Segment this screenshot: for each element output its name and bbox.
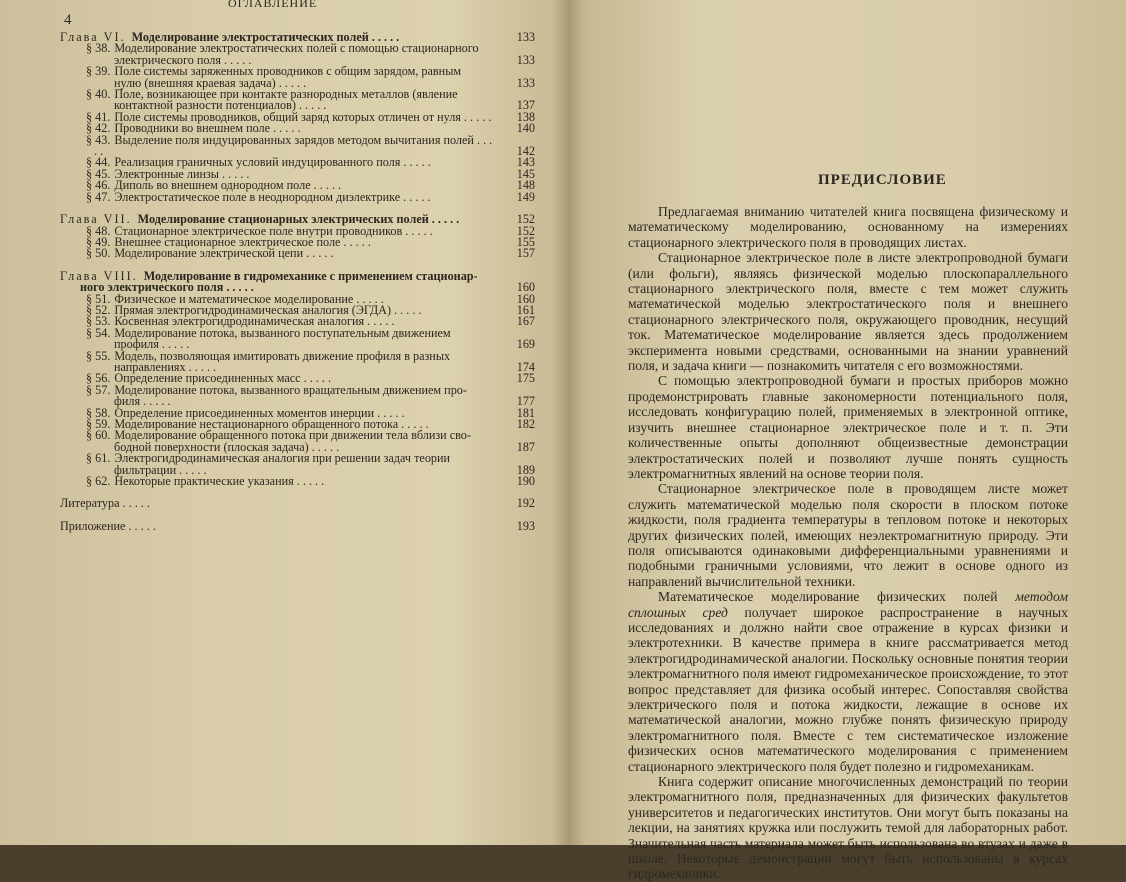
toc-title: Поле, возникающее при контакте разнородных металлов (явление [114, 87, 458, 102]
toc-page-number: 133 [516, 30, 535, 44]
toc-title-continuation: нулю (внешняя краевая задача) . . . . . [114, 75, 307, 90]
toc-section-number: § 60. [86, 428, 111, 443]
toc-entry [60, 66, 535, 89]
preface-paragraph [628, 250, 1068, 373]
toc-section-number: § 45. [86, 166, 111, 181]
preface-paragraph [628, 204, 1068, 250]
toc-page-number: 133 [516, 52, 535, 67]
toc-chapter [60, 268, 535, 295]
toc-title-continuation: контактной разности потенциалов) . . . . . [114, 98, 327, 113]
toc-title: Литература . . . . . [60, 496, 150, 511]
toc-title: Моделирование электростатических полей с помощью стационарного [114, 41, 479, 56]
preface-text-run: Предлагаемая вниманию читателей книга посвящена физическому и математическому моделированию, основанному на измерениях стационарного электрического поля в проводящих листах. [628, 204, 1068, 250]
preface-text-run: Стационарное электрическое поле в листе электропроводной бумаги (или фольги), являясь физической моделью плоскопараллельного стационарного электрического поля, вместе с тем может служить математической моделью электростатического поля и внешнего стационарного электрического поля, окружающего проводник, несущий ток. Математическое моделирование является здесь продолжением эксперимента новыми средствами, основанными на знании уравнений поля, и задача книги — познакомить читателя с его возможностями. [628, 250, 1068, 374]
toc-page-number: 160 [516, 291, 535, 306]
toc-section-number: § 39. [86, 64, 111, 79]
preface-text-run: получает широкое распространение в научных исследованиях и должно найти свое отражение в курсах физики и электротехники. В качестве примера в книге рассматривается метод электрогидродинамической аналогии. Поскольку основные понятия теории электромагнитного поля имеют гидромеханическое происхождение, то этот вопрос представляет для физика особый интерес. Сопоставляя свойства электрического поля и потока жидкости, лежащие в основе их математической аналогии, можно глубже понять физическую природу электромагнитного поля. Вместе с тем систематическое изложение физических основ математического моделирования с применением стационарного электрического поля будет полезно и гидромеханикам. [628, 604, 1068, 774]
toc-section-number: § 41. [86, 109, 111, 124]
preface-text [628, 204, 1068, 882]
toc-title: Стационарное электрическое поле внутри проводников . . . . . [114, 223, 433, 238]
toc-page-number: 175 [516, 371, 535, 386]
toc-title-continuation: филя . . . . . [114, 394, 171, 409]
toc-title: Моделирование в гидромеханике с применением стационар- [143, 268, 478, 283]
preface-text-run: С помощью электропроводной бумаги и простых приборов можно продемонстрировать главные закономерности потенциального поля, исследовать конфигурацию полей, применяемых в электронной оптике, изучить внешнее стационарное электрическое поле и т. п. Эти количественные опыты дополняют общеизвестные демонстрации электростатических полей и позволяют лучше понять сущность электромагнитных явлений на основе теории поля. [628, 373, 1068, 481]
toc-section-number: § 49. [86, 234, 111, 249]
toc-page-number: 157 [516, 246, 535, 261]
toc-title-continuation: фильтрации . . . . . [114, 462, 207, 477]
toc-page-number: 161 [516, 302, 535, 317]
running-head: ОГЛАВЛЕНИЕ [228, 0, 318, 10]
toc-page-number: 169 [516, 337, 535, 352]
toc-title: Проводники во внешнем поле . . . . . [114, 121, 301, 136]
toc-page-number: 192 [516, 496, 535, 511]
toc-page-number: 140 [516, 121, 535, 136]
toc-section-number: § 55. [86, 348, 111, 363]
toc-page-number: 145 [516, 166, 535, 181]
toc-page-number: 149 [516, 189, 535, 204]
toc-page-number: 137 [516, 98, 535, 113]
toc-page-number: 152 [516, 223, 535, 238]
toc-title: Прямая электрогидродинамическая аналогия (ЭГДА) . . . . . [114, 302, 422, 317]
toc-title-continuation: профиля . . . . . [114, 337, 190, 352]
toc-section-number: § 44. [86, 155, 111, 170]
toc-entry [60, 453, 535, 476]
toc-title: Физическое и математическое моделирование . . . . . [114, 291, 384, 306]
toc-section-number: § 51. [86, 291, 111, 306]
toc-section-number: § 42. [86, 121, 111, 136]
toc-section-number: § 58. [86, 405, 111, 420]
toc-page-number: 155 [516, 234, 535, 249]
toc-page-number: 142 [516, 144, 535, 159]
toc-chapter-label: Глава VIII. [60, 268, 138, 283]
preface-emphasis: методом сплошных сред [628, 589, 1068, 620]
toc-entry [60, 43, 535, 66]
toc-entry [60, 325, 535, 352]
toc-page-number: 148 [516, 178, 535, 193]
toc-title: Поле системы заряженных проводников с общим зарядом, равным [114, 64, 462, 79]
toc-title-continuation: направлениях . . . . . [114, 359, 217, 374]
toc-page-number: 190 [516, 474, 535, 489]
preface-title: ПРЕДИСЛОВИЕ [818, 172, 947, 188]
toc-title: Некоторые практические указания . . . . . [114, 474, 325, 489]
toc-section-number: § 52. [86, 302, 111, 317]
toc-entry [60, 518, 535, 533]
toc-page-number: 152 [516, 212, 535, 227]
toc-title: Моделирование нестационарного обращенного потока . . . . . [114, 417, 429, 431]
toc-title: Моделирование электростатических полей . . . . . [131, 30, 400, 44]
toc-title: Моделирование обращенного потока при движении тела вблизи сво- [114, 428, 471, 443]
toc-title: Электростатическое поле в неоднородном диэлектрике . . . . . [114, 189, 431, 204]
toc-section-number: § 48. [86, 223, 111, 238]
toc-entry [60, 348, 535, 374]
toc-page-number: 160 [516, 280, 535, 295]
preface-text-run: Книга содержит описание многочисленных демонстраций по теории электромагнитного поля, предназначенных для физических факультетов университетов и педагогических институтов. Они могут быть показаны на лекции, на занятиях кружка или послужить темой для лабораторных работ. Значительная часть материала может быть использована во втузах и даже в школе. Некоторые демонстрации могут быть использованы в курсах гидромеханики. [628, 774, 1068, 882]
left-page [0, 0, 560, 845]
preface-paragraph [628, 481, 1068, 589]
toc-page-number: 189 [516, 462, 535, 477]
toc-section-number: § 43. [86, 132, 111, 147]
preface-paragraph [628, 373, 1068, 481]
preface-paragraph [628, 589, 1068, 774]
toc-title: Определение присоединенных моментов инерции . . . . . [114, 405, 405, 420]
toc-page-number: 182 [516, 417, 535, 431]
toc-title: Косвенная электрогидродинамическая аналогия . . . . . [114, 314, 395, 329]
toc-section-number: § 38. [86, 41, 111, 56]
toc-section-number: § 57. [86, 382, 111, 397]
toc-title-continuation: электрического поля . . . . . [114, 52, 252, 67]
right-page [572, 0, 1126, 882]
toc-page-number: 177 [516, 394, 535, 409]
table-of-contents [60, 28, 535, 532]
toc-entry [60, 430, 535, 453]
toc-entry [60, 89, 535, 112]
toc-entry [60, 498, 535, 509]
toc-page-number: 167 [516, 314, 535, 329]
page-number: 4 [64, 12, 72, 28]
toc-title: Приложение . . . . . [60, 518, 156, 533]
toc-title: Моделирование потока, вызванного вращательным движением про- [114, 382, 467, 397]
toc-title-continuation: бодной поверхности (плоская задача) . . . . . [114, 439, 340, 454]
toc-title: Модель, позволяющая имитировать движение профиля в разных [114, 348, 451, 363]
toc-title: Электрогидродинамическая аналогия при решении задач теории [114, 451, 451, 466]
toc-section-number: § 53. [86, 314, 111, 329]
toc-chapter-label: Глава VII. [60, 212, 132, 227]
toc-title: Поле системы проводников, общий заряд которых отличен от нуля . . . . . [114, 109, 492, 124]
toc-title: Определение присоединенных масс . . . . . [114, 371, 332, 386]
preface-text-run: Математическое моделирование физических полей [658, 589, 1016, 605]
toc-title: Моделирование электрической цепи . . . . . [114, 246, 334, 261]
toc-entry [60, 132, 535, 159]
toc-title: Внешнее стационарное электрическое поле . . . . . [114, 234, 371, 249]
toc-section-number: § 59. [86, 417, 111, 431]
toc-title: Моделирование потока, вызванного поступательным движением [114, 325, 451, 340]
toc-page-number: 143 [516, 155, 535, 170]
toc-title-continuation: ного электрического поля . . . . . [80, 280, 254, 295]
toc-page-number: 181 [516, 405, 535, 420]
toc-section-number: § 54. [86, 325, 111, 340]
toc-section-number: § 56. [86, 371, 111, 386]
toc-title: Реализация граничных условий индуцированного поля . . . . . [114, 155, 431, 170]
toc-page-number: 193 [516, 518, 535, 533]
toc-section-number: § 47. [86, 189, 111, 204]
toc-section-number: § 62. [86, 474, 111, 489]
toc-page-number: 174 [516, 359, 535, 374]
toc-entry [60, 189, 535, 204]
toc-page-number: 138 [516, 109, 535, 124]
toc-entry [60, 382, 535, 409]
toc-chapter-label: Глава VI. [60, 30, 126, 44]
toc-title: Выделение поля индуцированных зарядов методом вычитания полей . . . . . [94, 132, 493, 159]
preface-text-run: Стационарное электрическое поле в проводящем листе может служить математической моделью поля скорости в плоском потоке жидкости, поля градиента температуры в тепловом потоке и некоторых других физических полей, имеющих неэлектромагнитную природу. Эти поля описываются одинаковыми дифференциальными уравнениями и подобными граничными условиями, что лежит в основе одного из направлений вычислительной техники. [628, 481, 1068, 589]
toc-section-number: § 46. [86, 178, 111, 193]
toc-section-number: § 50. [86, 246, 111, 261]
toc-title: Моделирование стационарных электрических полей . . . . . [137, 212, 460, 227]
toc-section-number: § 61. [86, 451, 111, 466]
toc-page-number: 187 [516, 439, 535, 454]
toc-title: Диполь во внешнем однородном поле . . . . . [114, 178, 342, 193]
toc-title: Электронные линзы . . . . . [114, 166, 250, 181]
toc-page-number: 133 [516, 75, 535, 90]
toc-entry [60, 476, 535, 487]
toc-entry [60, 248, 535, 259]
toc-section-number: § 40. [86, 87, 111, 102]
preface-paragraph [628, 774, 1068, 882]
